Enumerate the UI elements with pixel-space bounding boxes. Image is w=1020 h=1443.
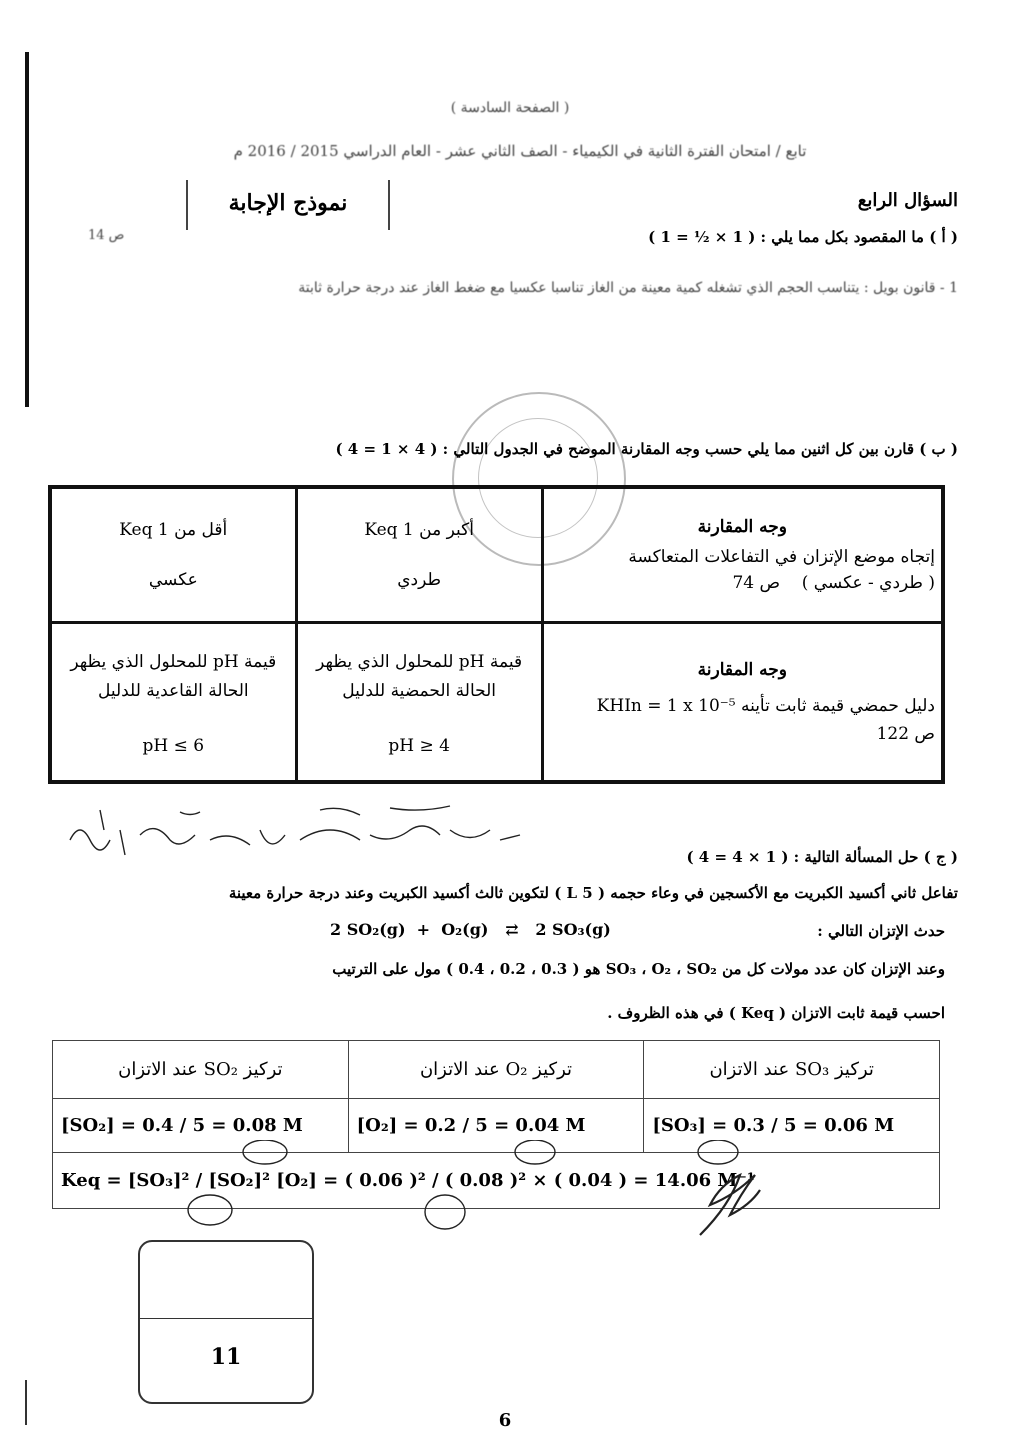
part-a-heading: ( أ ) ما المقصود بكل مما يلي : ( 1 × ½ = 1 ): [648, 228, 958, 246]
keq-calculation: Keq = [SO₃]² / [SO₂]² [O₂] = ( 0.06 )² / ( 0.08 )² × ( 0.04 ) = 14.06 M⁻¹: [53, 1153, 940, 1209]
part-b-heading: ( ب ) قارن بين كل اثنين مما يلي حسب وجه المقارنة الموضح في الجدول التالي : ( 4 × 1 = 4 ): [335, 440, 958, 458]
score-value: 11: [210, 1344, 242, 1370]
page-edge-mark: [25, 52, 29, 407]
comparison-row-1: [50, 487, 943, 622]
problem-line-1: تفاعل ثاني أكسيد الكبريت مع الأكسجين في وعاء حجمه ( 5 L ) لتكوين ثالث أكسيد الكبريت وعند درجة حرارة معينة: [228, 884, 958, 902]
answer-ph-4: pH ≥ 4: [388, 735, 450, 756]
equilibrium-equation: 2 SO₂(g) + O₂(g) ⇄ 2 SO₃(g): [330, 920, 611, 939]
keq-greater-label: Keq أكبر من 1: [364, 519, 474, 540]
question-title: السؤال الرابع: [857, 190, 958, 211]
basic-ph-label: قيمة pH للمحلول الذي يظهر الحالة القاعدية للدليل: [70, 651, 277, 701]
problem-line-3: وعند الإتزان كان عدد مولات كل من SO₃ ، O₂ ، SO₂ هو ( 0.3 ، 0.2 ، 0.4 ) مول على الترتيب: [332, 960, 945, 978]
answer-forward: طردي: [397, 569, 442, 590]
aspect-hint: ( طردي - عكسي ): [801, 572, 935, 593]
cell-acidic-ph: [296, 622, 542, 782]
problem-line-2: حدث الإتزان التالي :: [817, 922, 945, 940]
value-o2: [O₂] = 0.2 / 5 = 0.04 M: [348, 1099, 644, 1153]
cell-keq-less: [50, 487, 296, 622]
page-edge-mark-bottom: [25, 1380, 27, 1425]
aspect-title-2: وجه المقارنة: [697, 659, 787, 680]
aspect-title-1: وجه المقارنة: [697, 516, 787, 537]
value-so2: [SO₂] = 0.4 / 5 = 0.08 M: [53, 1099, 349, 1153]
header-so3: تركيز SO₃ عند الاتزان: [644, 1041, 940, 1099]
cell-aspect-1: [542, 487, 943, 622]
exam-title-line: تابع / امتحان الفترة الثانية في الكيمياء - الصف الثاني عشر - العام الدراسي 2015 / 2016 م: [233, 142, 807, 160]
handwritten-notes: [60, 800, 540, 870]
aspect-text-2: دليل حمضي قيمة ثابت تأينه KHIn = 1 x 10⁻⁵: [596, 695, 935, 716]
header-o2: تركيز O₂ عند الاتزان: [348, 1041, 644, 1099]
model-answer-box: [186, 180, 390, 230]
comparison-row-2: [50, 622, 943, 782]
part-a-item-1: 1 - قانون بويل : يتناسب الحجم الذي تشغله كمية معينة من الغاز تناسبا عكسيا مع ضغط الغاز عند درجة حرارة ثابتة: [298, 280, 958, 296]
keq-less-label: Keq أقل من 1: [119, 519, 228, 540]
score-box: [138, 1240, 314, 1404]
problem-line-4: احسب قيمة ثابت الاتزان ( Keq ) في هذه الظروف .: [607, 1004, 945, 1022]
page-ref-74: ص 74: [732, 572, 781, 593]
page-label: ( الصفحة السادسة ): [450, 100, 570, 116]
grading-marks: [180, 1140, 780, 1250]
aspect-text-1: إتجاه موضع الإتزان في التفاعلات المتعاكسة: [628, 546, 935, 567]
value-so3: [SO₃] = 0.3 / 5 = 0.06 M: [644, 1099, 940, 1153]
comparison-table: [48, 485, 945, 784]
score-box-divider: [140, 1318, 312, 1319]
page-number: 6: [498, 1410, 512, 1431]
acidic-ph-label: قيمة pH للمحلول الذي يظهر الحالة الحمضية للدليل: [316, 651, 523, 701]
part-a-page-ref: ص 14: [88, 228, 125, 243]
answer-reverse: عكسي: [148, 569, 198, 590]
cell-aspect-2: [542, 622, 943, 782]
cell-keq-greater: [296, 487, 542, 622]
header-so2: تركيز SO₂ عند الاتزان: [53, 1041, 349, 1099]
solution-header-row: [53, 1041, 940, 1099]
model-answer-title: نموذج الإجابة: [228, 190, 348, 216]
cell-basic-ph: [50, 622, 296, 782]
page-ref-122: ص 122: [876, 723, 935, 744]
answer-ph-6: pH ≤ 6: [142, 735, 205, 756]
part-c-heading: ( ج ) حل المسألة التالية : ( 1 × 4 = 4 ): [686, 848, 958, 866]
